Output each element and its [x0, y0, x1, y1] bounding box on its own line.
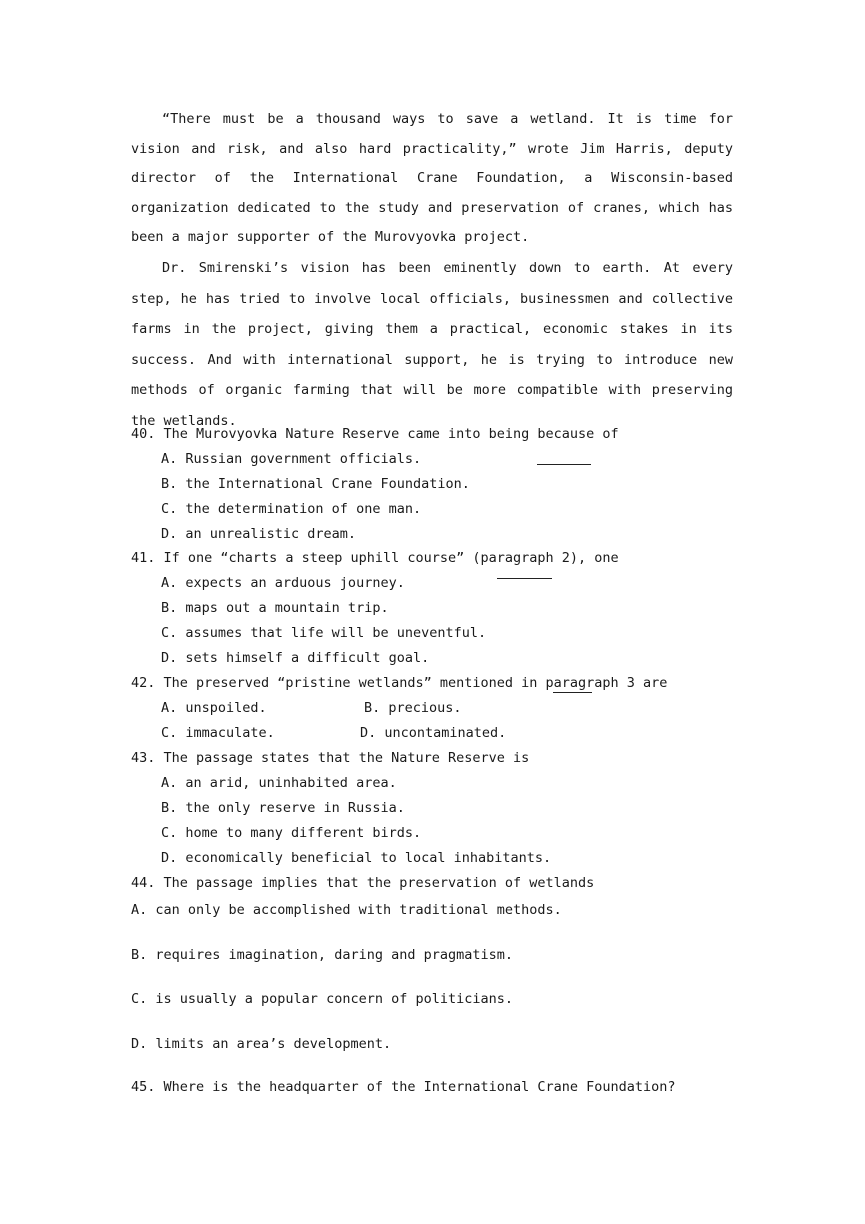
question-44-stem: 44. The passage implies that the preservation of wetlands [131, 875, 595, 891]
question-43-stem: 43. The passage states that the Nature Reserve is [131, 750, 530, 766]
question-40-stem: 40. The Murovyovka Nature Reserve came into being because of [131, 426, 619, 442]
question-42-option-c: C. immaculate. [161, 725, 275, 741]
answer-blank-42 [553, 692, 592, 693]
question-41-option-b: B. maps out a mountain trip. [161, 600, 389, 616]
question-44-option-d: D. limits an area’s development. [131, 1036, 392, 1052]
question-40-option-d: D. an unrealistic dream. [161, 526, 357, 542]
question-45-stem: 45. Where is the headquarter of the International Crane Foundation? [131, 1079, 676, 1095]
question-41-option-a: A. expects an arduous journey. [161, 575, 405, 591]
question-43-option-a: A. an arid, uninhabited area. [161, 775, 397, 791]
question-42-option-b: B. precious. [364, 700, 462, 716]
question-42-option-d: D. uncontaminated. [360, 725, 507, 741]
answer-blank-41 [497, 578, 552, 579]
question-40-option-b: B. the International Crane Foundation. [161, 476, 470, 492]
question-40-option-c: C. the determination of one man. [161, 501, 422, 517]
answer-blank-40 [537, 464, 591, 465]
question-41-option-c: C. assumes that life will be uneventful. [161, 625, 487, 641]
question-42-stem: 42. The preserved “pristine wetlands” mentioned in paragraph 3 are [131, 675, 668, 691]
question-40-option-a: A. Russian government officials. [161, 451, 422, 467]
question-43-option-d: D. economically beneficial to local inhabitants. [161, 850, 552, 866]
question-41-option-d: D. sets himself a difficult goal. [161, 650, 430, 666]
question-44-option-a: A. can only be accomplished with traditional methods. [131, 902, 562, 918]
question-43-option-b: B. the only reserve in Russia. [161, 800, 405, 816]
question-42-option-a: A. unspoiled. [161, 700, 267, 716]
question-43-option-c: C. home to many different birds. [161, 825, 422, 841]
question-41-stem: 41. If one “charts a steep uphill course” (paragraph 2), one [131, 550, 619, 566]
question-44-option-b: B. requires imagination, daring and pragmatism. [131, 947, 514, 963]
passage-paragraph-2: Dr. Smirenski’s vision has been eminently down to earth. At every step, he has tried to involve local officials, businessmen and collective farms in the project, giving them a practical, economic stakes in its success. And with international support, he is trying to introduce new methods of organic farming that will be more compatible with preserving the wetlands. [131, 260, 733, 429]
passage-paragraph-1: “There must be a thousand ways to save a wetland. It is time for vision and risk, and also hard practicality,” wrote Jim Harris, deputy director of the International Crane Foundation, a Wisconsin-based organization dedicated to the study and preservation of cranes, which has been a major supporter of the Murovyovka project. [131, 111, 733, 245]
question-44-option-c: C. is usually a popular concern of politicians. [131, 991, 514, 1007]
